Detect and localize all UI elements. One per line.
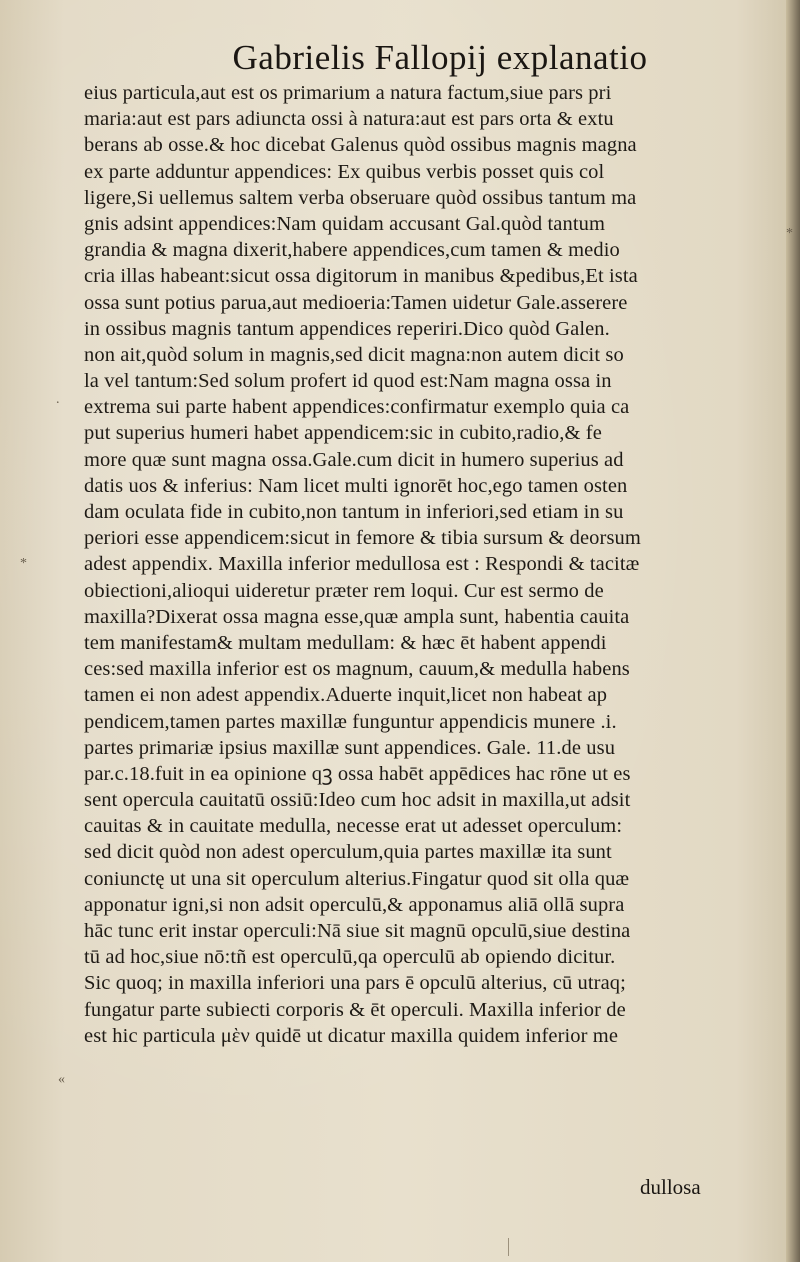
text-line: sent opercula cauitatū ossiū:Ideo cum hoc adsit in maxilla,ut adsit [84,789,631,812]
body-text [84,80,768,1049]
text-line: fungatur parte subiecti corporis & ēt operculi. Maxilla inferior de [84,998,626,1021]
text-line: grandia & magna dixerit,habere appendices,cum tamen & medio [84,239,620,262]
text-line: periori esse appendicem:sicut in femore & tibia sursum & deorsum [84,527,641,550]
text-line: apponatur igni,si non adsit operculū,& apponamus aliā ollā supra [84,893,625,916]
text-line: cria illas habeant:sicut ossa digitorum in manibus &pedibus,Et ista [84,265,638,288]
text-line: Sic quoq; in maxilla inferiori una pars ē opculū alterius, cū utraq; [84,972,626,995]
text-line: extrema sui parte habent appendices:confirmatur exemplo quia ca [84,396,630,419]
bottom-mark [508,1238,509,1256]
text-line: la vel tantum:Sed solum profert id quod est:Nam magna ossa in [84,370,612,393]
text-line: non ait,quòd solum in magnis,sed dicit magna:non autem dicit so [84,343,624,366]
text-line: partes primariæ ipsius maxillæ sunt appendices. Gale. 11.de usu [84,736,616,759]
text-line: ces:sed maxilla inferior est os magnum, cauum,& medulla habens [84,658,630,681]
margin-mark: * [20,556,27,571]
text-line: cauitas & in cauitate medulla, necesse erat ut adesset operculum: [84,815,623,838]
text-line: obiectioni,alioqui uideretur præter rem loqui. Cur est sermo de [84,579,604,602]
text-line: coniunctę ut una sit operculum alterius.Fingatur quod sit olla quæ [84,867,630,890]
text-line: dam oculata fide in cubito,non tantum in inferiori,sed etiam in su [84,501,624,523]
text-line: maxilla?Dixerat ossa magna esse,quæ ampla sunt, habentia cauita [84,605,630,628]
text-line: adest appendix. Maxilla inferior medullosa est : Respondi & tacitæ [84,553,640,576]
text-line: sed dicit quòd non adest operculum,quia partes maxillæ ita sunt [84,841,612,864]
text-line: est hic particula μὲν quidē ut dicatur maxilla quidem inferior me [84,1024,619,1047]
margin-mark: « [58,1072,65,1087]
text-line: put superius humeri habet appendicem:sic in cubito,radio,& fe [84,422,602,445]
margin-mark: * [786,226,793,241]
text-line: ex parte adduntur appendices: Ex quibus verbis posset quis col [84,160,605,183]
text-line: tū ad hoc,siue nō:tñ est operculū,qa operculū ab opiendo dicitur. [84,946,616,969]
text-line: pendicem,tamen partes maxillæ funguntur appendicis munere .i. [84,710,617,733]
text-line: tamen ei non adest appendix.Aduerte inquit,licet non habeat ap [84,684,608,707]
text-line: hāc tunc erit instar operculi:Nā siue sit magnū opculū,siue destina [84,920,631,942]
catchword: dullosa [640,1175,701,1199]
text-line: in ossibus magnis tantum appendices reperiri.Dico quòd Galen. [84,317,610,340]
text-line: ossa sunt potius parua,aut medioeria:Tamen uidetur Gale.asserere [84,291,628,314]
text-line: eius particula,aut est os primarium a natura factum,siue pars pri [84,82,612,104]
text-line: par.c.18.fuit in ea opinione qꝫ ossa habēt appēdices hac rōne ut es [84,762,631,785]
text-line: ligere,Si uellemus saltem verba obseruare quòd ossibus tantum ma [84,186,637,209]
text-line: berans ab osse.& hoc dicebat Galenus quòd ossibus magnis magna [84,134,637,157]
text-line: maria:aut est pars adiuncta ossi à natura:aut est pars orta & extu [84,108,614,131]
text-line: gnis adsint appendices:Nam quidam accusant Gal.quòd tantum [84,212,606,235]
margin-mark: . [56,392,60,407]
text-line: datis uos & inferius: Nam licet multi ignorēt hoc,ego tamen osten [84,474,628,497]
page-gutter-edge [786,0,800,1262]
text-line: tem manifestam& multam medullam: & hæc ēt habent appendi [84,631,607,654]
running-header: Gabrielis Fallopij explanatio [232,38,648,77]
text-line: more quæ sunt magna ossa.Gale.cum dicit in humero superius ad [84,448,624,471]
